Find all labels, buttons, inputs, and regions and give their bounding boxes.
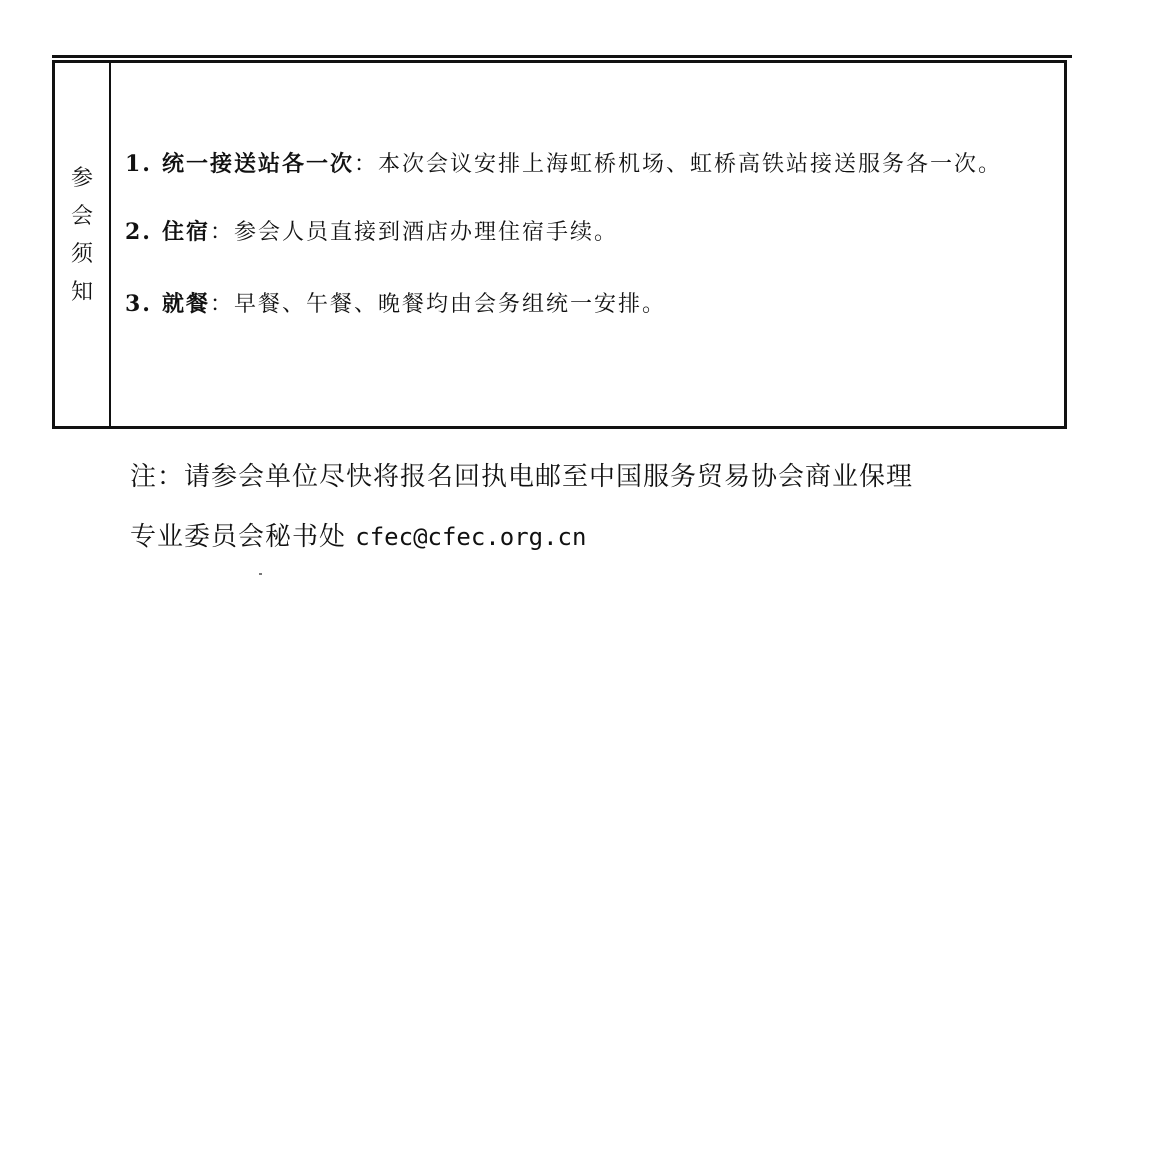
notice-content-cell [113,63,1064,426]
notice-label-cell [55,63,111,426]
item-separator: ： [209,292,234,317]
contact-email: cfec@cfec.org.cn [355,523,587,551]
top-rule [52,55,1072,58]
note-secretariat: 专业委员会秘书处 [130,522,356,552]
note-line-2 [130,516,586,553]
notice-label-char: 须 [70,242,93,267]
notice-table [52,60,1067,429]
notice-label [55,160,109,312]
notice-label-char: 参 [70,166,93,191]
item-separator: ： [209,220,234,245]
item-title: 住宿 [161,219,210,245]
item-text: 早餐、午餐、晚餐均由会务组统一安排。 [234,292,667,317]
item-number: 2. [125,219,152,245]
item-separator: ： [353,152,378,177]
note-line-1: 注：请参会单位尽快将报名回执电邮至中国服务贸易协会商业保理 [130,462,914,492]
notice-label-char: 会 [70,204,93,229]
item-text: 参会人员直接到酒店办理住宿手续。 [234,220,619,245]
notice-item-accommodation [125,215,618,246]
item-number: 1. [125,151,152,177]
scan-speck [259,573,262,575]
notice-item-transfer [125,147,1002,178]
notice-label-char: 知 [70,280,93,305]
item-text: 本次会议安排上海虹桥机场、虹桥高铁站接送服务各一次。 [378,152,1003,177]
item-title: 统一接送站各一次 [161,151,354,177]
item-title: 就餐 [161,291,210,317]
item-number: 3. [125,291,152,317]
notice-item-meals [125,287,666,318]
